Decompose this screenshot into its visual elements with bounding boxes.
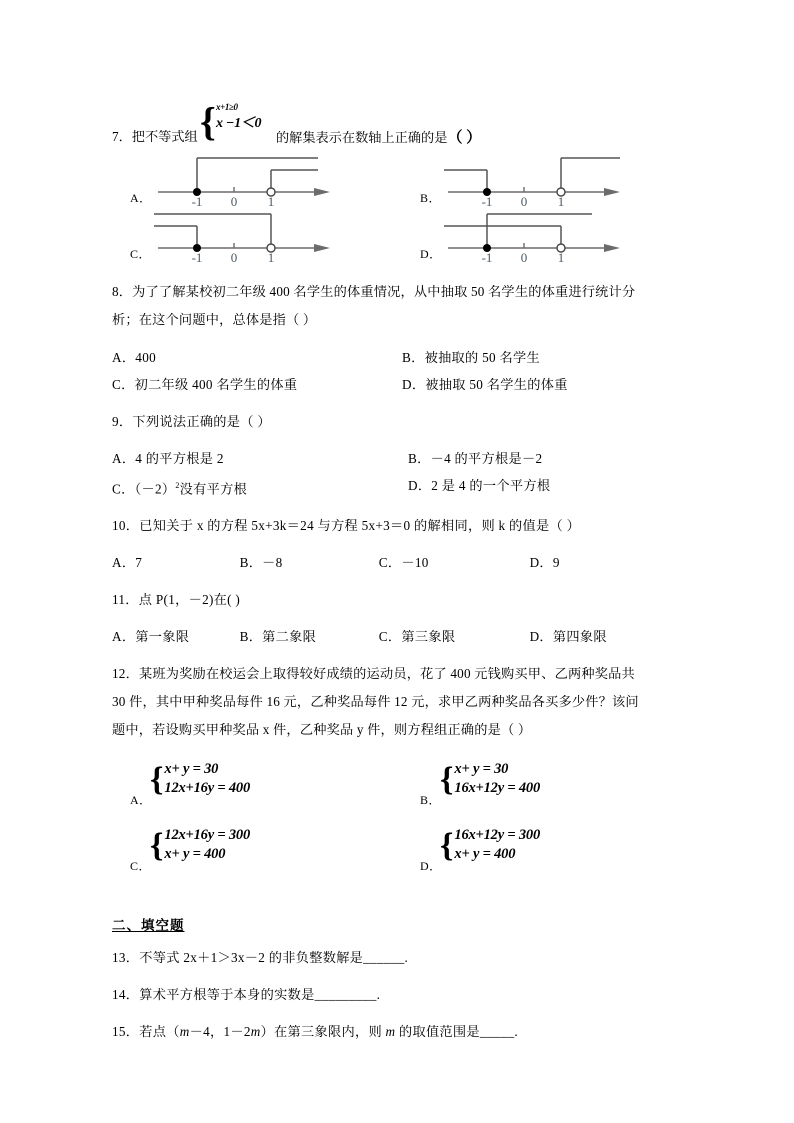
inequality-line-1: x+1≥0 [216, 102, 238, 112]
choice-B-figure [442, 152, 692, 208]
choice-A-equation-2: 12x+16y = 400 [164, 780, 251, 797]
question-10-option-D[interactable]: D．9 [529, 555, 560, 571]
left-brace-glyph: { [150, 761, 164, 799]
question-11-option-C[interactable]: C．第三象限 [378, 629, 456, 645]
inequality-line-2: x −1＜0 [216, 116, 262, 131]
question-9-option-C-pre: C．（－2） [112, 481, 176, 497]
question-13: 13．不等式 2x＋1＞3x－2 的非负整数解是______. [112, 950, 409, 966]
choice-A-body [150, 750, 250, 808]
choice-C-equations [164, 826, 250, 864]
choice-B-equation-2: 16x+12y = 400 [454, 780, 541, 797]
question-12-line-1: 12．某班为奖励在校运会上取得较好成绩的运动员，花了 400 元钱购买甲、乙两种奖品共 [112, 666, 635, 682]
question-9-option-B-text: B．－4 的平方根是－2 [408, 451, 543, 466]
question-15-mid-2: ）在第三象限内，则 [260, 1024, 386, 1040]
question-15-post: 的取值范围是_____. [395, 1024, 518, 1040]
question-9-option-A[interactable] [112, 445, 396, 472]
question-11-option-A[interactable]: A．第一象限 [112, 629, 190, 645]
choice-A-equation-system[interactable] [130, 750, 420, 810]
svg-text:-1: -1 [191, 250, 203, 264]
question-12-line-3: 题中，若设购买甲种奖品 x 件，乙种奖品 y 件，则方程组正确的是（ ） [112, 722, 532, 738]
question-7-tail-text: 的解集表示在数轴上正确的是 [276, 130, 448, 145]
choice-B-numberline[interactable] [420, 152, 710, 208]
question-8-option-D[interactable]: D．被抽取 50 名学生的体重 [402, 377, 568, 392]
question-9-option-C[interactable] [112, 472, 396, 502]
numberline-svg-B [442, 152, 692, 208]
choice-C-equation-2: x+ y = 400 [164, 846, 226, 863]
svg-text:1: 1 [557, 250, 565, 264]
choice-C-body [150, 816, 250, 874]
question-11-options [112, 623, 692, 650]
choice-C-figure [152, 208, 402, 264]
question-8 [112, 278, 692, 398]
question-11-option-D[interactable]: D．第四象限 [529, 629, 607, 645]
choice-D-numberline[interactable] [420, 208, 710, 264]
question-10-stem: 10．已知关于 x 的方程 5x+3k＝24 与方程 5x+3＝0 的解相同，则 k 的值是（ ） [112, 518, 581, 534]
question-9-option-C-exponent: 2 [175, 481, 180, 490]
question-15-var-2: m [250, 1024, 261, 1040]
choice-C-numberline[interactable] [130, 208, 420, 264]
question-9-stem: 9．下列说法正确的是（ ） [112, 414, 271, 429]
question-9-option-D-text: D．2 是 4 的一个平方根 [408, 478, 551, 493]
question-7-choices [112, 152, 692, 264]
numberline-svg-D [442, 208, 692, 264]
page-content [112, 100, 692, 1045]
question-7-answer-paren: （ ） [447, 130, 482, 146]
choice-D-body [440, 816, 540, 874]
question-10-options [112, 549, 692, 576]
choice-C-equation-system[interactable] [130, 816, 420, 876]
numberline-svg-C [152, 208, 402, 264]
question-10-option-A[interactable]: A．7 [112, 555, 143, 571]
question-9-option-B[interactable] [396, 445, 692, 472]
svg-text:-1: -1 [481, 250, 493, 264]
question-9-option-D[interactable] [396, 472, 692, 502]
question-10 [112, 512, 692, 576]
question-11-stem: 11．点 P(1，－2)在( ) [112, 592, 241, 608]
question-9 [112, 408, 692, 502]
choice-D-equation-1: 16x+12y = 300 [454, 827, 541, 844]
question-8-option-C[interactable]: C．初二年级 400 名学生的体重 [112, 377, 298, 392]
choice-D-label: D． [420, 859, 442, 874]
question-15-var-3: m [385, 1024, 396, 1040]
choice-D-equation-2: x+ y = 400 [454, 846, 516, 863]
question-15 [112, 1018, 692, 1045]
svg-text:0: 0 [230, 250, 238, 264]
question-9-option-A-text: A．4 的平方根是 2 [112, 451, 224, 466]
question-8-option-A[interactable]: A．400 [112, 350, 156, 365]
question-8-line-1: 8．为了了解某校初二年级 400 名学生的体重情况，从中抽取 50 名学生的体重进行统计分 [112, 284, 636, 299]
question-10-option-B[interactable]: B．－8 [239, 555, 283, 571]
question-15-pre: 15．若点（ [112, 1024, 180, 1040]
choice-D-equations [454, 826, 540, 864]
question-8-option-B[interactable]: B．被抽取的 50 名学生 [402, 350, 540, 365]
left-brace-glyph: { [440, 827, 454, 865]
left-brace-glyph: { [150, 827, 164, 865]
choice-C-label: C． [130, 859, 152, 874]
question-15-mid: －4，1－2 [189, 1024, 251, 1040]
question-10-option-C[interactable]: C．－10 [378, 555, 429, 571]
numberline-svg-A [152, 152, 402, 208]
svg-text:0: 0 [230, 194, 238, 208]
choice-D-equation-system[interactable] [420, 816, 710, 876]
question-15-var-1: m [179, 1024, 190, 1040]
choice-C-label: C． [130, 247, 152, 261]
svg-text:0: 0 [520, 250, 528, 264]
svg-text:1: 1 [557, 194, 565, 208]
question-12-choices [112, 750, 692, 880]
question-12-line-2: 30 件，其中甲种奖品每件 16 元，乙种奖品每件 12 元，求甲乙两种奖品各买多少件？该问 [112, 694, 639, 710]
question-7-stem [112, 126, 198, 145]
choice-A-equations [164, 760, 250, 798]
question-8-line-2: 析；在这个问题中，总体是指（ ） [112, 312, 317, 327]
question-9-option-C-post: 没有平方根 [179, 481, 248, 497]
question-7-tail [276, 126, 481, 147]
choice-D-figure [442, 208, 692, 264]
choice-A-label: A． [130, 191, 152, 205]
question-7-number: 7． [112, 129, 132, 144]
section-2 [112, 914, 692, 1045]
choice-B-equation-1: x+ y = 30 [454, 761, 509, 778]
choice-B-body [440, 750, 540, 808]
svg-text:-1: -1 [191, 194, 203, 208]
choice-A-label: A． [130, 793, 152, 808]
section-2-heading: 二、填空题 [112, 918, 185, 934]
question-8-options-row-2 [112, 371, 692, 398]
choice-B-equation-system[interactable] [420, 750, 710, 810]
question-12 [112, 660, 692, 880]
svg-text:1: 1 [267, 194, 275, 208]
choice-B-label: B． [420, 191, 442, 205]
question-14: 14．算术平方根等于本身的实数是_________. [112, 987, 381, 1003]
question-9-options-row-1 [112, 445, 692, 472]
question-9-options-row-2 [112, 472, 692, 502]
choice-B-label: B． [420, 793, 442, 808]
choice-B-equations [454, 760, 540, 798]
question-11 [112, 586, 692, 650]
question-7-text: 把不等式组 [131, 129, 198, 144]
svg-text:-1: -1 [481, 194, 493, 208]
svg-text:1: 1 [267, 250, 275, 264]
left-brace-glyph: { [200, 99, 216, 144]
question-7-stem-row [112, 100, 692, 146]
choice-A-equation-1: x+ y = 30 [164, 761, 219, 778]
svg-text:0: 0 [520, 194, 528, 208]
left-brace-glyph: { [440, 761, 454, 799]
choice-A-figure [152, 152, 402, 208]
question-8-options-row-1 [112, 344, 692, 371]
choice-A-numberline[interactable] [130, 152, 420, 208]
choice-C-equation-1: 12x+16y = 300 [164, 827, 251, 844]
choice-D-label: D． [420, 247, 442, 261]
question-11-option-B[interactable]: B．第二象限 [239, 629, 317, 645]
